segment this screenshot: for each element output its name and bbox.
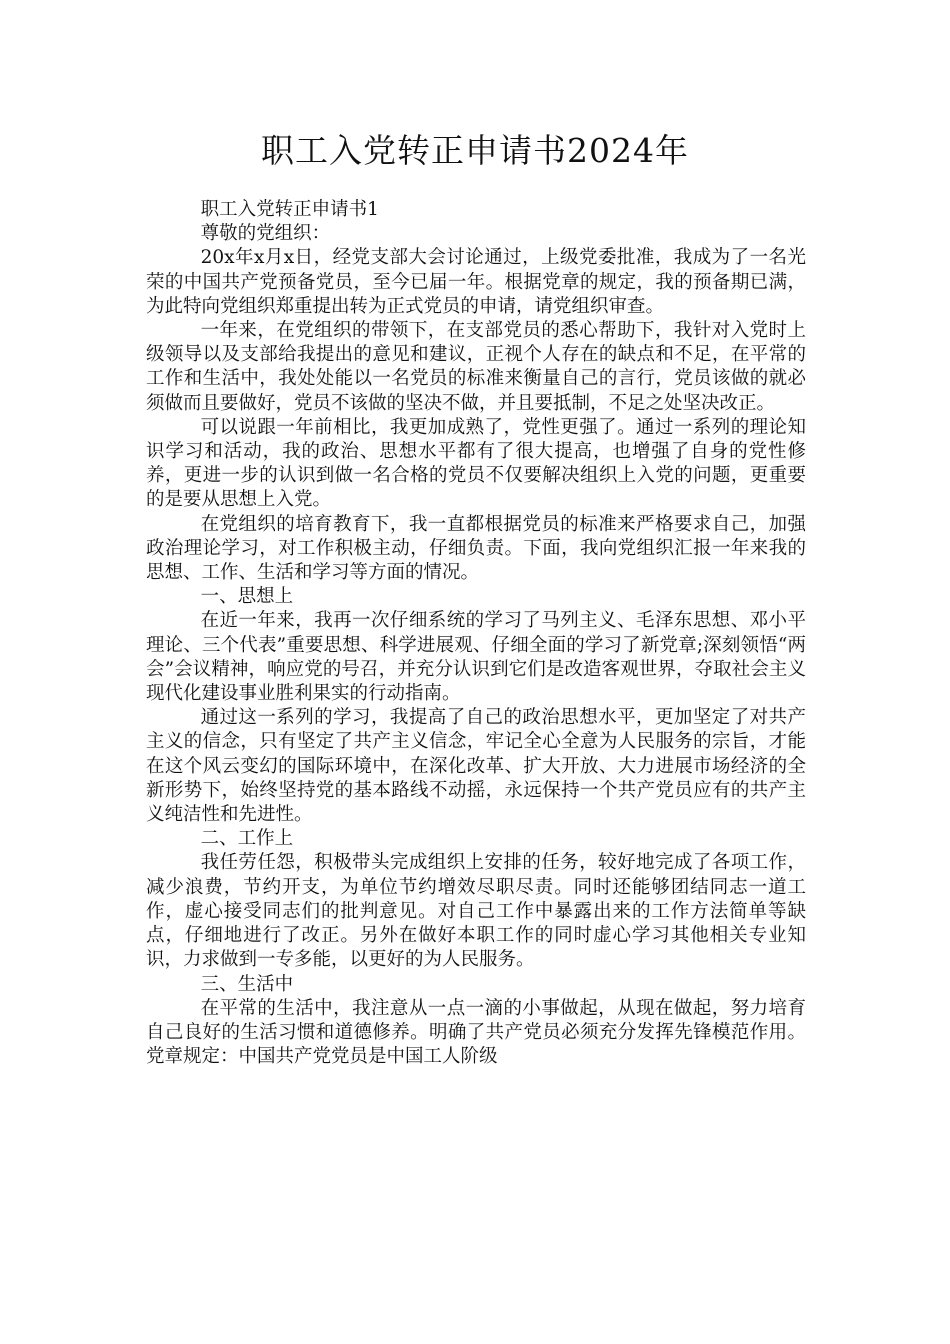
- section-heading-life: 三、生活中: [200, 973, 294, 995]
- paragraph: 在党组织的培育教育下，我一直都根据党员的标准来严格要求自己，加强政治理论学习，对工作积极主动，仔细负责。下面，我向党组织汇报一年来我的思想、工作、生活和学习等方面的情况。: [146, 513, 806, 584]
- paragraph: 在平常的生活中，我注意从一点一滴的小事做起，从现在做起，努力培育自己良好的生活习惯和道德修养。明确了共产党员必须充分发挥先锋模范作用。党章规定：中国共产党党员是中国工人阶级: [146, 997, 806, 1068]
- paragraph-heading: 职工入党转正申请书1: [200, 199, 379, 220]
- paragraph: 20x年x月x日，经党支部大会讨论通过，上级党委批准，我成为了一名光荣的中国共产党预备党员，至今已届一年。根据党章的规定，我的预备期已满，为此特向党组织郑重提出转为正式党员的申请，请党组织审查。: [146, 247, 806, 317]
- paragraph: 我任劳任怨，积极带头完成组织上安排的任务，较好地完成了各项工作，减少浪费，节约开支，为单位节约增效尽职尽责。同时还能够团结同志一道工作，虚心接受同志们的批判意见。对自己工作中暴露出来的工作方法简单等缺点，仔细地进行了改正。另外在做好本职工作的同时虚心学习其他相关专业知识，力求做到一专多能，以更好的为人民服务。: [146, 852, 806, 971]
- paragraph: 在近一年来，我再一次仔细系统的学习了马列主义、毛泽东思想、邓小平理论、三个代表”重要思想、科学进展观、仔细全面的学习了新党章;深刻领悟“两会”会议精神，响应党的号召，并充分认识到它们是改造客观世界，夺取社会主义现代化建设事业胜利果实的行动指南。: [146, 610, 806, 705]
- document-title: 职工入党转正申请书2024年: [261, 131, 689, 170]
- document-body: [146, 198, 806, 1069]
- section-heading-thought: 一、思想上: [200, 586, 294, 608]
- paragraph: 通过这一系列的学习，我提高了自己的政治思想水平，更加坚定了对共产主义的信念，只有坚定了共产主义信念，牢记全心全意为人民服务的宗旨，才能在这个风云变幻的国际环境中，在深化改革、扩大开放、大力进展市场经济的全新形势下，始终坚持党的基本路线不动摇，永远保持一个共产党员应有的共产主义纯洁性和先进性。: [146, 707, 806, 826]
- section-heading-work: 二、工作上: [200, 828, 294, 850]
- paragraph-salutation: 尊敬的党组织：: [200, 223, 331, 245]
- paragraph: 一年来，在党组织的带领下，在支部党员的悉心帮助下，我针对入党时上级领导以及支部给我提出的意见和建议，正视个人存在的缺点和不足，在平常的工作和生活中，我处处能以一名党员的标准来衡量自己的言行，党员该做的就必须做而且要做好，党员不该做的坚决不做，并且要抵制，不足之处坚决改正。: [146, 320, 806, 414]
- paragraph: 可以说跟一年前相比，我更加成熟了，党性更强了。通过一系列的理论知识学习和活动，我的政治、思想水平都有了很大提高，也增强了自身的党性修养，更进一步的认识到做一名合格的党员不仅要解决组织上入党的问题，更重要的是要从思想上入党。: [146, 416, 806, 511]
